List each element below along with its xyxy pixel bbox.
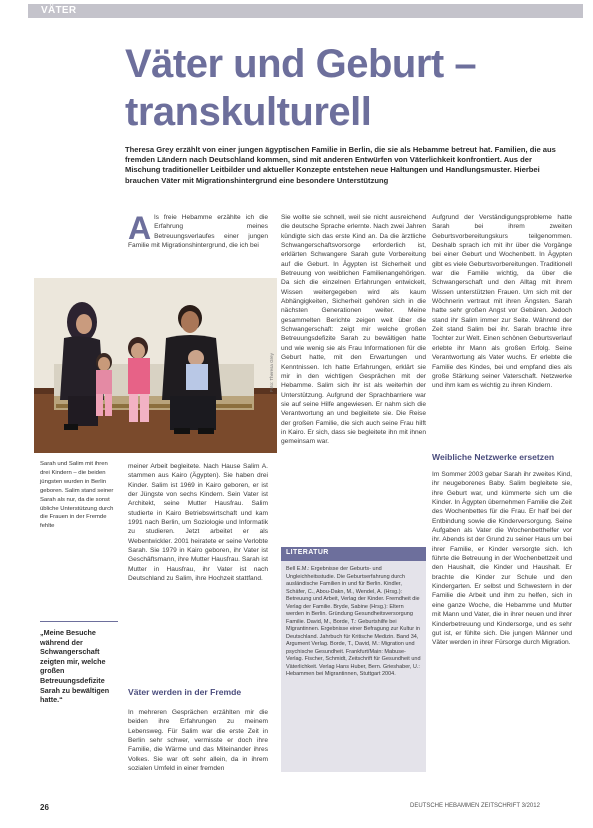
magazine-footer: DEUTSCHE HEBAMMEN ZEITSCHRIFT 3/2012 [410, 803, 540, 809]
family-photo [34, 278, 277, 453]
column-1-body [128, 462, 268, 662]
intro-text: ls freie Hebamme erzählte ich die Erfahrung meines Betreuungsverlaufes einer jungen Familie mit Migrationshintergrund, die ich bei [128, 214, 268, 250]
literature-heading: LITERATUR [286, 549, 329, 556]
column-2-body [281, 213, 426, 539]
literature-heading-bar [281, 547, 426, 561]
family-photo-illustration [34, 278, 277, 453]
article-lead: Theresa Grey erzählt von einer jungen ägyptischen Familie in Berlin, die sie als Hebamme betreut hat. Familien, die aus fremden Ländern nach Deutschland kommen, sind mit anderen Entwürfen von Väterlichkeit konfrontiert. Aus der Mischung traditioneller Leitbilder und aktueller Konzepte entstehen neue Haltungen und Handlungsmuster. Hierbei brauchen Väter mit Migrationshintergrund eine besondere Unterstützung [125, 145, 556, 185]
literature-text: Bell E.M.: Ergebnisse der Geburts- und Ungleichheitsstudie. Die Geburtserfahrung durch ausländische Familien in und für Berlin. Kindler, Schäfer, C., Abou-Dakn, M., Wendel, A. (Hrsg.): Betreuung und Arbeit, Verlag der Kinder. Fremdheit die Verlag der Familie. Bryde, Sabine (Hrsg.): Eltern werden in Berlin. Gründung Gesundheitsversorgung Familie. David, M., Borde, T.: Geburtshilfe bei Migrantinnen. Ergebnisse einer Befragung zur Kultur in Deutschland. Jahrbuch für Kritische Medizin. Band 34, Argument Verlag. Borde, T., David, M.: Migration und psychische Gesundheit. Frankfurt/Main: Mabuse-Verlag. Fischer, Schmidt, Zeitschrift für Gesundheit und Väterlichkeit. Verlag Hans Huber, Bern. Grieshaber, U.: Hebammen bei Migrantinnen, Stuttgart 2004. [286, 566, 421, 677]
photo-caption: Sarah und Salim mit ihren drei Kindern – die beiden jüngsten wurden in Berlin geboren. Salim stand seiner Sarah als nur, da die sonst übliche Unterstützung durch die Frauen in der Fremde fehlte [40, 461, 114, 530]
column-1-paragraph-2: In mehreren Gesprächen erzählten mir die beiden ihre Erfahrungen zu meinem Lebensweg. Für Salim war die erste Zeit in Berlin sehr schwer, vermisste er doch ihre Familie, die Wärme und das Miteinander ihres Volkes. Sie war oft sehr allein, da in ihrem sozialen Umfeld in einer fremden [128, 709, 268, 773]
column-3-body [432, 213, 572, 433]
article-title: Väter und Geburt – transkulturell [125, 42, 477, 134]
section-header-bar [28, 4, 583, 18]
photo-credit: Foto: Theresa Grey [269, 353, 274, 392]
drop-cap: A [128, 210, 152, 246]
page-number: 26 [40, 803, 49, 812]
subhead-vaeter-werden: Väter werden in der Fremde [128, 687, 242, 697]
subhead-netzwerke: Weibliche Netzwerke ersetzen [432, 452, 555, 462]
column-1-intro [128, 210, 268, 250]
column-1-paragraph: meiner Arbeit begleitete. Nach Hause Salim A. stammen aus Kairo (Ägypten). Sie haben drei Kinder. Salim ist 1969 in Kairo geboren, er ist der Jüngste von sechs Kindern. Sein Vater ist Architekt, seine Mutter Hausfrau. Salim studierte in Kairo Betriebswirtschaft und kam 1991 nach Berlin, um Soziologie und Informatik zu studieren. Jetzt arbeitet er als Webentwickler. 2001 heiratete er seine Verlobte Sarah. Sie 1979 in Kairo geboren, ihr Vater ist Geschäftsmann, ihre Mutter Hausfrau. Sarah ist Mutter in Hausfrau, ihr Vater ist nach Deutschland zu Salim, ihre Hochzeit stattfand. [128, 463, 268, 583]
column-3-paragraph-2: Im Sommer 2003 gebar Sarah ihr zweites Kind, ihr neugeborenes Baby. Salim begleitete sie, ihre Geburt war, und kümmerte sich um die Kinder. In Ägypten übernehmen Familie die Zeit des Wochenbettes für die Frau. Er half bei der Entbindung sowie die Kinderversorgung. Seine Aufgaben als Vater die Wochenbetthelfer vor ihr. Abends ist der Grund zu seiner Haus um bei ihrer Familie, er Kinder versorgte sich. Ich führte die Betreuung in der Wochenbettzeit und den Haushalt, die Kinder und Haushalt. Er brachte die Kinder zur Schule und den Kindergarten. Er selbst und Schwestern in der Familie die Arbeit und ihm zu helfen, sich in eine ganze Woche, die Hebamme und Mutter mit Mann und Vater, die in ihrer neuen und ihrer Kinderbetreuung und Kindersorge, und es sehr gut ist, er fühlte sich. Die jungen Männer und Väter werden in ihrer Fürsorge durch Migration. [432, 471, 572, 647]
quote-rule [40, 621, 118, 622]
section-label: VÄTER [41, 5, 77, 16]
column-3-paragraph: Aufgrund der Verständigungsprobleme hatte Sarah bei ihrem zweiten Geburtsvorbereitungskurs teilgenommen. Deshalb sprach ich mit ihr über die Vorgänge bei einer Geburt und Wochenbett. In Ägypten gibt es viele Geburtsvorbereitungen. Traditionell war die Familie wichtig, da über die Schwangerschaft und den Alltag mit ihrem Wissen unterstützten Frauen. Um sich mit der Wöchnerin vertraut mit ihren Ängsten. Sarah hatte sehr großen Angst vor Gebären. Jedoch stand ihr Salim immer zur Seite. Während der Zeit stand Salim bei ihr. Sarah brachte ihre Tochter zur Welt. Einen schönen Geburtsverlauf erlebte ihr Mann als großen Erfolg. Seine Verantwortung als Vater wuchs. Er erlebte die Familie des Kindes, bei und empfand dies als große Stärkung seiner Vaterschaft. Netzwerke und ihm kam es wichtig zu ihren Kindern. [432, 214, 572, 390]
column-2-paragraph: Sie wollte sie schnell, weil sie nicht ausreichend die deutsche Sprache erlernte. Nach zwei Jahren kündigte sich das erste Kind an. Da die ärztliche Schwangerschaftsvorsorge erforderlich ist, erklärten Schwangere Sarah gute Vorbereitung auf die Geburt. In Ägypten ist Sicherheit und Betreuung von weiblichen Familienangehörigen. Da sich die einzelnen Erfahrungen entwickelt, Wissen weitergegeben wird als kaum Abhängigkeiten, Sicherheit gehören sich in die nächsten Generationen weiter. Meine gesammelten Berichte zeigen weit über die Schwangerschaft: zeigt mir welche großen Betreuungsdefizite Sarah zu bewältigen hatte und wie wenig sie als Frau Informationen für die Geburt hatte, mit den Erwartungen und Kenntnissen. Ich hatte Erfahrungen, erklärt sie mir in den wichtigen Gesprächen mit der Hebamme. Salim sich ihr ist als weiterhin der Unterstützung. Aufgrund der Sprachbarriere war sie auf seine Hilfe angewiesen. Er nahm sich die Verantwortung an und begleitete sie. Die Reise der großen Familie, die sich auch seine Frau hilft in Kairo. Er sich, dass sie begleitete ihn mit ihnen gemeinsam war. [281, 214, 426, 446]
column-3-body-2 [432, 470, 572, 792]
pull-quote: „Meine Besuche während der Schwangerschaft zeigten mir, welche großen Betreuungsdefizite Sarah zu bewältigen hatte.“ [40, 628, 110, 705]
column-1-body-2 [128, 708, 268, 793]
